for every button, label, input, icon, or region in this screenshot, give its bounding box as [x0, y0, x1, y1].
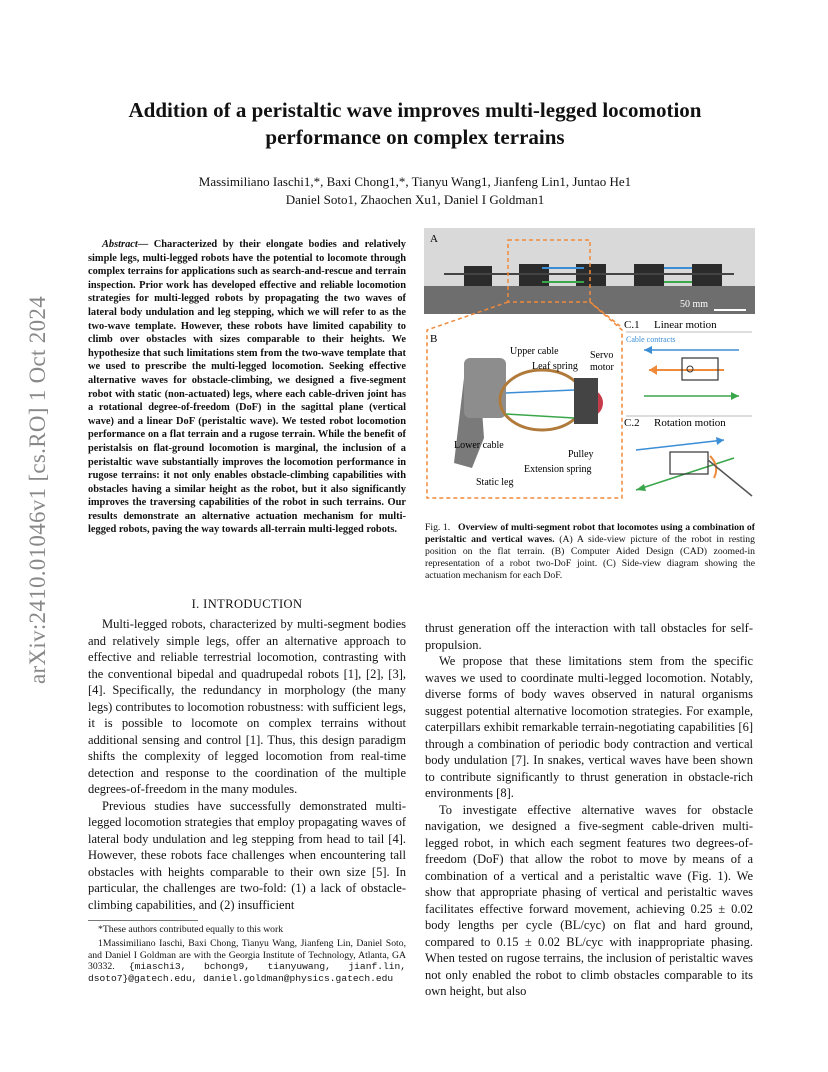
label-static-leg: Static leg — [476, 477, 514, 488]
left-column-body — [88, 616, 406, 913]
servo-motor-shape — [574, 378, 598, 424]
figure-1-graphic — [424, 228, 755, 504]
paragraph: To investigate effective alternative waves for obstacle navigation, we designed a five-segment cable-driven multi-legged robot, in which each segment features two degrees-of-freedom (DoF) that allow the robot to move by means of a combination of a vertical and a peristaltic wave (Fig. 1). We show that appropriate phasing of vertical and peristaltic waves facilitates effective forward movement, achieving 0.25 ± 0.02 body lengths per cycle (BL/cyc) on flat and hard ground, compared to 0.15 ± 0.02 BL/cyc with inappropriate phasing. When tested on rugose terrains, the inclusion of peristaltic waves not only enabled the robot to climb obstacles comparable to its own height, but also — [425, 802, 753, 998]
paragraph: Multi-legged robots, characterized by multi-segment bodies and relatively simple legs, offer an alternative approach to effective and reliable terrestrial locomotion, contrasting with the conventional bipedal and quadrupedal robots [1], [2], [3], [4]. Specifically, the redundancy in morphology (the many legs) contributes to locomotion robustness: with sufficient legs, it is possible to locomote on complex terrains without additional sensing and control [1]. Thus, this design paradigm shifts the complexity of legged locomotion from real-time detection and response to the coordination of the multiple degrees-of-freedom in the many modules. — [88, 617, 406, 796]
caption-summary: Overview of multi-segment robot that locomotes using a combination of peristaltic and vertical waves. — [425, 522, 755, 545]
panel-c1-label: C.1 — [624, 319, 640, 331]
scale-bar-label: 50 mm — [680, 299, 709, 310]
c2-rotation-arrow — [710, 456, 716, 478]
abstract-label: Abstract — [102, 239, 138, 250]
c2-joint-box — [670, 452, 708, 474]
label-pulley: Pulley — [568, 449, 594, 460]
leaf-spring-shape — [500, 370, 584, 430]
segment-body — [464, 358, 506, 418]
panel-c2-title: Rotation motion — [654, 417, 726, 429]
arxiv-identifier — [18, 290, 58, 690]
authors-line-2: Daniel Soto1, Zhaochen Xu1, Daniel I Goldman1 — [285, 192, 545, 207]
label-leaf-spring: Leaf spring — [532, 361, 578, 372]
panel-a-label: A — [430, 233, 438, 245]
c2-upper-cable-arrow — [636, 440, 724, 450]
footnotes — [88, 920, 406, 987]
label-cable-contracts: Cable contracts — [626, 335, 676, 344]
footnote-affiliation-text: 1Massimiliano Iaschi, Baxi Chong, Tianyu Wang, Jianfeng Lin, Daniel Soto, and Daniel I Goldman are with the Georgia Institute of Technology, Atlanta, GA 30332. — [88, 937, 406, 973]
abstract-text: — Characterized by their elongate bodies and relatively simple legs, multi-legged robots have the potential to locomote through complex terrains for applications such as search-and-rescue and terrain inspection. Prior work has developed effective and reliable locomotion strategies for multi-legged robots by propagating the two waves of lateral body undulation and leg stepping, which we will refer to as the two-wave template. However, these robots have limited capability to climb over obstacles with sizes comparable to their heights. We hypothesize that such limitations stem from the two-wave template that we used to prescribe the multi-legged locomotion. Seeking effective alternative waves for obstacle-climbing, we designed a five-segment robot with static (non-actuated) legs, where each cable-driven joint has a rotational degree-of-freedom (DoF) in the sagittal plane (vertical wave) and a linear DoF (peristaltic wave). We tested robot locomotion performance on a flat terrain and a rugose terrain. While the benefit of peristalsis on flat-ground locomotion is marginal, the inclusion of a peristaltic wave substantially improves the locomotion performance in rugose terrains: it not only enables obstacle-climbing capabilities with obstacles having a similar height as the robot, but it also significantly improves the traversing capabilities of the robot in such terrains. Our results demonstrate an alternative actuation mechanism for multi-legged robots, paving the way towards all-terrain multi-legged robots. — [88, 239, 406, 536]
label-servo-motor-2: motor — [590, 362, 614, 373]
footnote-equal-contribution: *These authors contributed equally to this work — [98, 924, 284, 935]
robot-segments — [444, 264, 734, 286]
caption-label: Fig. 1. — [425, 522, 451, 533]
figure-1 — [424, 228, 755, 504]
footnote-emails: {miaschi3, bchong9, tianyuwang, jianf.lin, dsoto7}@gatech.edu, daniel.goldman@physics.gatech.edu — [88, 961, 406, 985]
authors-line-1: Massimiliano Iaschi1,*, Baxi Chong1,*, Tianyu Wang1, Jianfeng Lin1, Juntao He1 — [198, 174, 632, 189]
paragraph: Previous studies have successfully demonstrated multi-legged locomotion strategies that employ propagating waves of lateral body undulation and leg stepping from head to tail [4]. However, these robots face challenges when encountering tall obstacles with heights comparable to their own size [5]. In particular, the challenges are two-fold: (1) a lack of obstacle-climbing capabilities, and (2) insufficient — [88, 798, 406, 912]
author-list — [90, 173, 740, 209]
panel-c1-title: Linear motion — [654, 319, 717, 331]
label-servo-motor-1: Servo — [590, 350, 614, 361]
right-column-body — [425, 620, 753, 1000]
panel-b-label: B — [430, 333, 438, 345]
panel-c2-label: C.2 — [624, 417, 640, 429]
paper-title: Addition of a peristaltic wave improves multi-legged locomotion performance on complex terrains — [128, 98, 702, 149]
paragraph: We propose that these limitations stem from the specific waves we used to coordinate multi-legged locomotion. Notably, diverse forms of body waves observed in natural organisms suggest potential alternative locomotion strategies. For example, caterpillars exhibit remarkable terrain-negotiating capabilities [6] through a combination of periodic body contraction and vertical body undulation [7]. In snakes, vertical waves have been shown to contribute significantly to thrust generation in obstacle-rich environments [8]. — [425, 654, 753, 800]
caption-details: (A) A side-view picture of the robot in resting position on the flat terrain. (B) Computer Aided Design (CAD) zoomed-in representation of a robot two-DoF joint. (C) Side-view diagram showing the actuation mechanism for each DoF. — [425, 534, 755, 581]
paragraph-continued: thrust generation off the interaction with tall obstacles for self-propulsion. — [425, 621, 753, 652]
footnote-affiliation — [88, 938, 406, 985]
label-lower-cable: Lower cable — [454, 440, 504, 451]
label-upper-cable: Upper cable — [510, 346, 559, 357]
section-heading-introduction: I. INTRODUCTION — [191, 597, 303, 611]
figure-1-caption — [425, 522, 755, 582]
footnote-rule — [88, 920, 198, 921]
arxiv-identifier-text: arXiv:2410.01046v1 [cs.RO] 1 Oct 2024 — [25, 296, 50, 684]
label-extension-spring: Extension spring — [524, 464, 592, 475]
abstract — [88, 238, 406, 537]
